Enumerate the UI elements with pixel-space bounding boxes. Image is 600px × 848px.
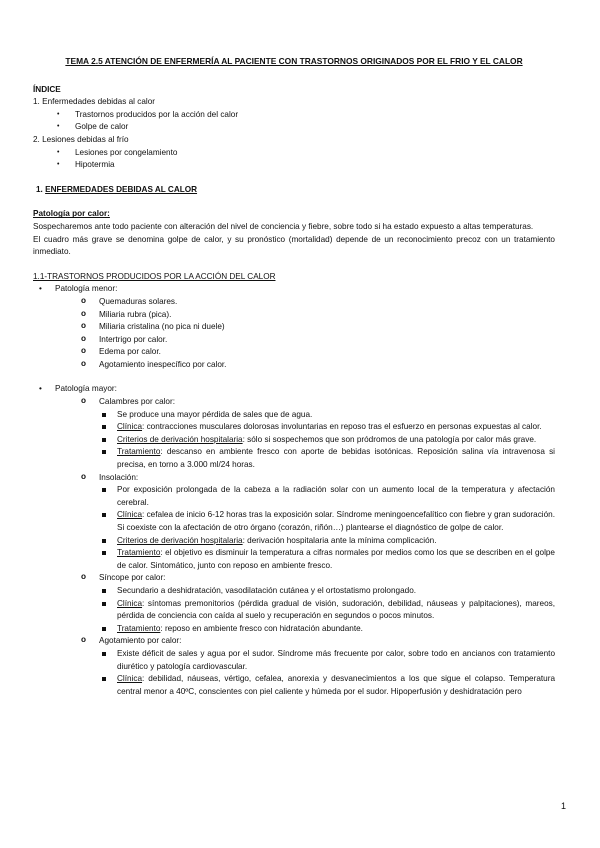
agotamiento-label: Agotamiento por calor: [99,636,182,646]
index-block [33,84,555,172]
detail-item [99,434,555,447]
insolacion-label: Insolación: [99,472,139,482]
clinica-label: Clínica [117,674,143,684]
index-subitem: • Golpe de calor [57,121,555,134]
index-item-2-subs [33,147,555,172]
tratamiento-label: Tratamiento [117,447,161,457]
section-1-heading [33,184,555,197]
calambres-details [99,409,555,472]
detail-item: Por exposición prolongada de la cabeza a la radiación solar con un aumento local de la temperatura y afectación cerebral. [99,484,555,509]
agotamiento-details [99,648,555,698]
list-item: o Agotamiento inespecífico por calor. [81,359,555,372]
index-subitem: • Hipotermia [57,159,555,172]
patologia-heading: Patología por calor: [33,209,110,219]
list-item: o Edema por calor. [81,346,555,359]
tratamiento-label: Tratamiento [117,548,161,558]
detail-item [99,623,555,636]
list-item: o Miliaria cristalina (no pica ni duele) [81,321,555,334]
detail-item: Existe déficit de sales y agua por el sudor. Síndrome más frecuente por calor, sobre todo en ancianos con tratamiento diurético y patología cardiovascular. [99,648,555,673]
clinica-text: : cefalea de inicio 6-12 horas tras la exposición solar. Síndrome meningoencefalítico con fiebre y gran sudoración. Si coexiste con la afectación de otro órgano (corazón, riñón…) plantearse el diagnóstico de golpe de calor. [117,510,555,532]
tratamiento-text: : descanso en ambiente fresco con aporte de bebidas isotónicas. Reposición salina vía intravenosa si precisa, en torno a 3.000 ml/24 horas. [117,447,555,470]
detail-item: Secundario a deshidratación, vasodilatación cutánea y el ortostatismo prolongado. [99,585,555,598]
clinica-label: Clínica [117,510,143,520]
page-content [33,55,555,698]
tratamiento-label: Tratamiento [117,623,161,633]
calambres-label: Calambres por calor: [99,397,175,407]
insolacion-details [99,484,555,572]
document-title: TEMA 2.5 ATENCIÓN DE ENFERMERÍA AL PACIENTE CON TRASTORNOS ORIGINADOS POR EL FRIO Y EL CALOR [65,56,523,66]
clinica-text: : síntomas premonitorios (pérdida gradual de visión, sudoración, debilidad, náuseas y palpitaciones), mareos, pérdida de conciencia con caída al suelo y recuperación en segundos o pocos minutos. [117,598,555,621]
section-1-title: ENFERMEDADES DEBIDAS AL CALOR [45,184,198,194]
detail-item [99,446,555,471]
index-subitem: • Trastornos producidos por la acción del calor [57,109,555,122]
criterios-text: : sólo si sospechemos que son pródromos de una patología por calor más grave. [242,434,537,444]
agotamiento-item [81,635,555,698]
criterios-label: Criterios de derivación hospitalaria [117,434,243,444]
criterios-text: : derivación hospitalaria ante la mínima complicación. [242,535,437,545]
index-item-1-subs [33,109,555,134]
detail-item [99,547,555,572]
clinica-label: Clínica [117,422,143,432]
section-1-number: 1. [36,184,46,194]
list-item: o Quemaduras solares. [81,296,555,309]
index-item-1: 1. Enfermedades debidas al calor [33,97,155,107]
index-item-2: 2. Lesiones debidas al frío [33,134,129,144]
page-number: 1 [560,801,566,811]
list-item: o Intertrigo por calor. [81,334,555,347]
patologia-menor-list [33,283,555,698]
patologia-mayor [33,383,555,698]
criterios-label: Criterios de derivación hospitalaria [117,535,243,545]
index-subitem: • Lesiones por congelamiento [57,147,555,160]
clinica-text: : debilidad, náuseas, vértigo, cefalea, anorexia y desvanecimientos a los que sigue el colapso. Temperatura central menor a 40ºC, conscientes con piel caliente y húmeda por el sudor. Hipoperfusión y deshidratación pero [117,674,555,696]
patologia-mayor-label: Patología mayor: [55,384,117,394]
sincope-label: Síncope por calor: [99,573,166,583]
sincope-details [99,585,555,635]
section-1-para-2: El cuadro más grave se denomina golpe de calor, y su pronóstico (mortalidad) depende de un reconocimiento precoz con un tratamiento inmediato. [33,234,555,257]
patologia-menor [33,283,555,371]
detail-item: Se produce una mayor pérdida de sales que de agua. [99,409,555,422]
list-item: o Miliaria rubra (pica). [81,309,555,322]
patologia-menor-items [55,296,555,372]
detail-item [99,421,555,434]
patologia-menor-label: Patología menor: [55,284,118,294]
tratamiento-text: : el objetivo es disminuir la temperatura a cifras normales por medios como los que se describen en el golpe de calor. Sintomático, junto con reposo en ambiente fresco. [117,548,555,570]
patologia-mayor-items [55,396,555,698]
detail-item [99,509,555,534]
section-1-para-1: Sospecharemos ante todo paciente con alteración del nivel de conciencia y fiebre, sobre todo si ha estado expuesto a altas temperaturas. [33,221,534,231]
clinica-text: : contracciones musculares dolorosas involuntarias en reposo tras el esfuerzo en personas expuestas al calor. [142,422,542,432]
detail-item [99,535,555,548]
sincope-item [81,572,555,635]
clinica-label: Clínica [117,598,143,608]
tratamiento-text: : reposo en ambiente fresco con hidratación abundante. [160,623,363,633]
index-heading: ÍNDICE [33,84,61,94]
insolacion-item [81,472,555,573]
section-1-1-heading: 1.1-TRASTORNOS PRODUCIDOS POR LA ACCIÓN DEL CALOR [33,271,276,281]
calambres-item [81,396,555,472]
detail-item [99,673,555,698]
detail-item [99,598,555,623]
